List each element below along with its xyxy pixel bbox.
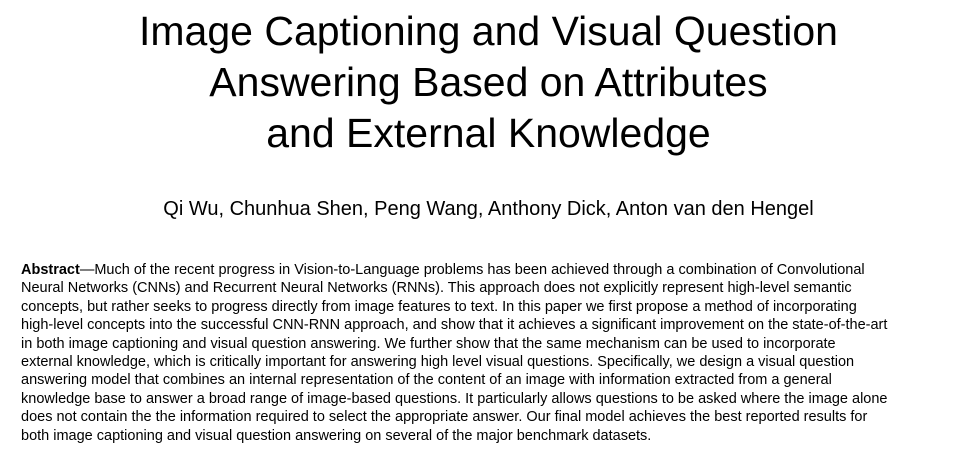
abstract-line: Neural Networks (CNNs) and Recurrent Neural Networks (RNNs). This approach does not explicitly represent high-level semantic — [21, 280, 852, 297]
paper-title — [0, 6, 977, 159]
abstract-line: in both image captioning and visual question answering. We further show that the same mechanism can be used to incorporate — [21, 335, 836, 352]
abstract-label: Abstract — [21, 262, 80, 278]
abstract-line: knowledge base to answer a broad range of image-based questions. It particularly allows questions to be asked where the image alone — [21, 390, 888, 407]
abstract-line: external knowledge, which is critically important for answering high level visual questions. Specifically, we design a visual question — [21, 354, 855, 371]
abstract-line: does not contain the the information required to select the appropriate answer. Our final model achieves the best reported results for — [21, 409, 868, 426]
abstract-line: concepts, but rather seeks to progress directly from image features to text. In this paper we first propose a method of incorporating — [21, 298, 857, 315]
abstract-line: answering model that combines an internal representation of the content of an image with information extracted from a general — [21, 372, 832, 389]
abstract-line: high-level concepts into the successful CNN-RNN approach, and show that it achieves a significant improvement on the state-of-the-art — [21, 317, 888, 334]
abstract-text: —Much of the recent progress in Vision-to-Language problems has been achieved through a combination of Convolutional — [79, 262, 865, 278]
abstract-line — [21, 261, 961, 279]
title-line: and External Knowledge — [266, 110, 711, 156]
abstract — [21, 261, 961, 445]
abstract-line: both image captioning and visual question answering on several of the major benchmark datasets. — [21, 427, 652, 444]
title-line: Answering Based on Attributes — [209, 59, 768, 105]
title-line: Image Captioning and Visual Question — [139, 8, 838, 54]
author-list: Qi Wu, Chunhua Shen, Peng Wang, Anthony Dick, Anton van den Hengel — [163, 198, 814, 220]
